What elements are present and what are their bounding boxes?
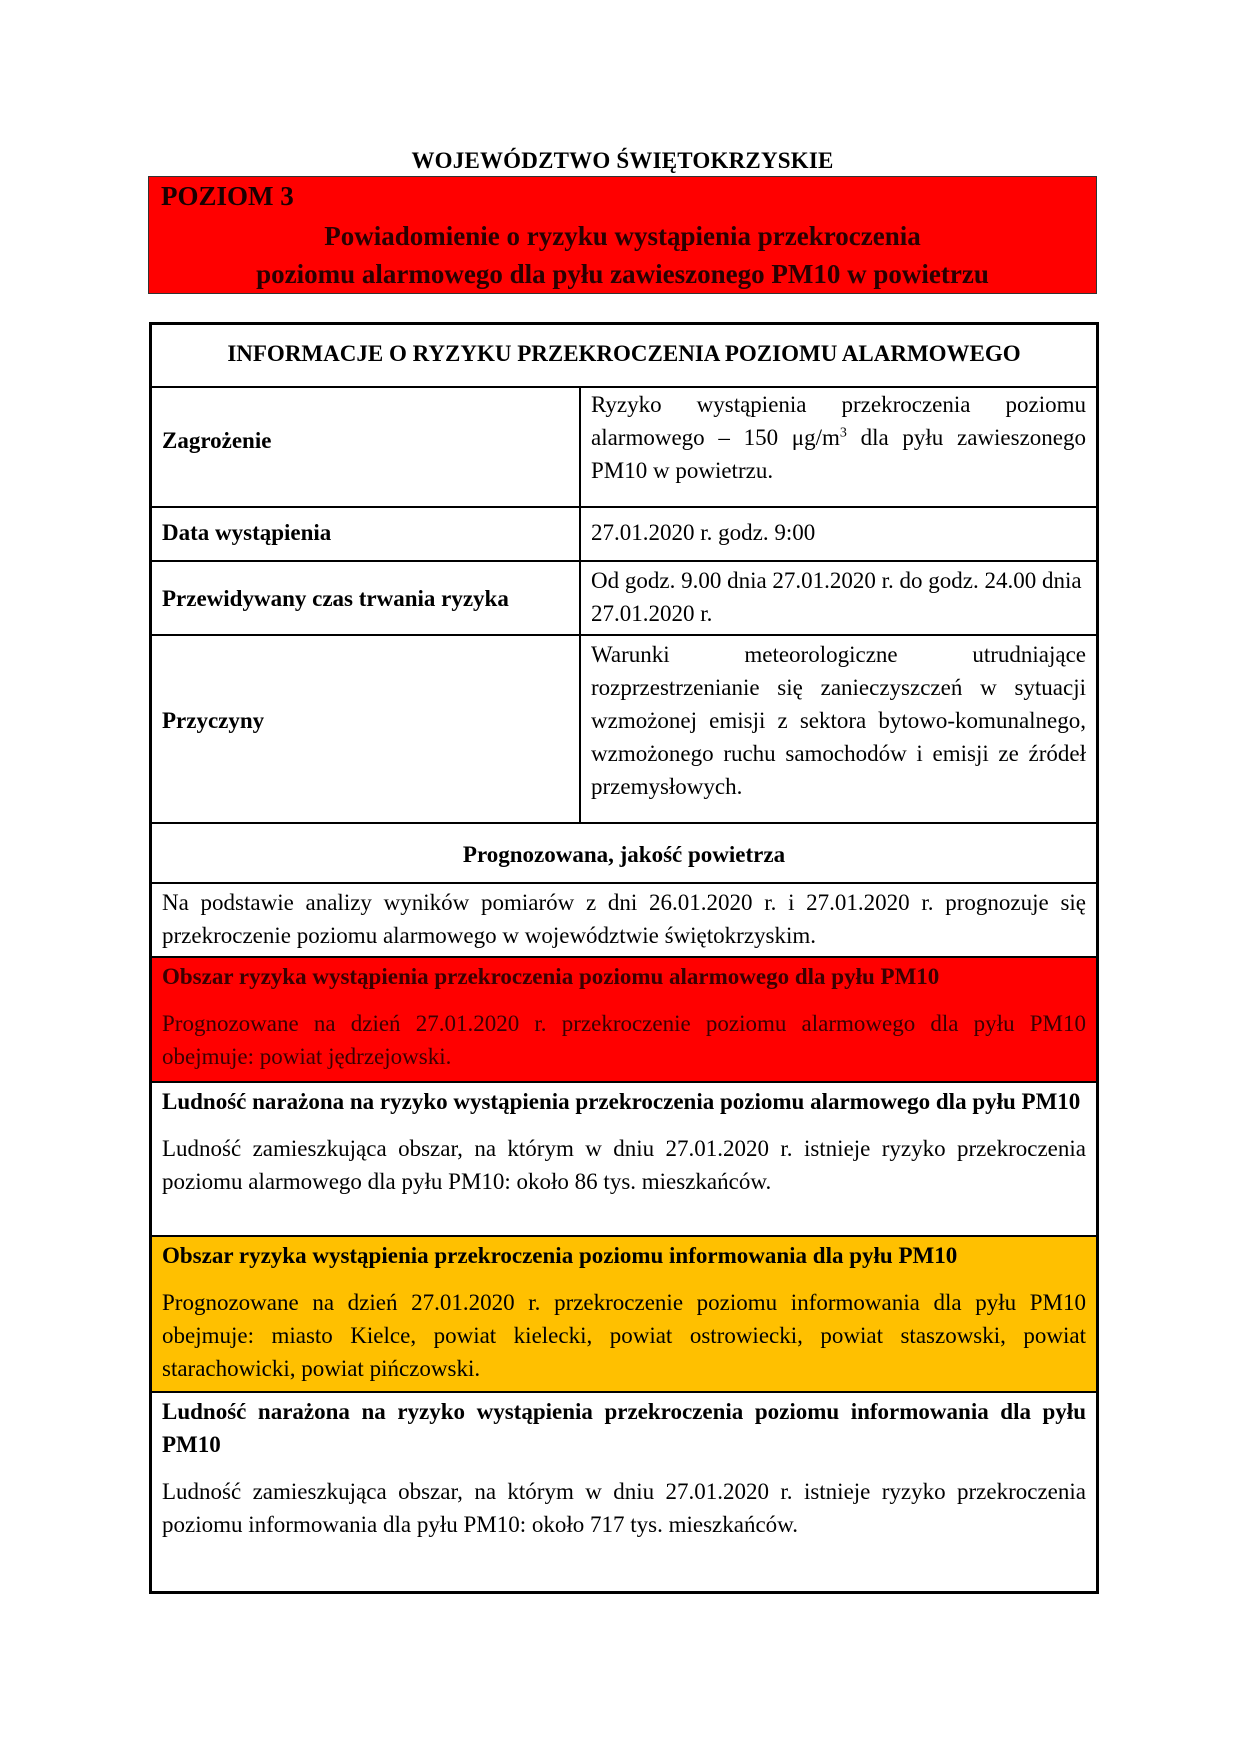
- threat-label: Zagrożenie: [162, 428, 272, 453]
- alarm-population-text: Ludność zamieszkująca obszar, na którym w dniu 27.01.2020 r. istnieje ryzyko przekroczenia poziomu alarmowego dla pyłu PM10: około 86 tys. mieszkańców.: [162, 1136, 1086, 1194]
- forecast-text: Na podstawie analizy wyników pomiarów z dni 26.01.2020 r. i 27.01.2020 r. prognozuje się przekroczenie poziomu alarmowego w województwie świętokrzyskim.: [162, 890, 1086, 948]
- causes-value: Warunki meteorologiczne utrudniające rozprzestrzenianie się zanieczyszczeń w sytuacji wzmożonej emisji z sektora bytowo-komunalnego, wzmożonego ruchu samochodów i emisji ze źródeł przemysłowych.: [591, 642, 1086, 799]
- info-area-heading: Obszar ryzyka wystąpienia przekroczenia poziomu informowania dla pyłu PM10: [162, 1243, 958, 1268]
- column-divider: [579, 388, 581, 822]
- causes-label: Przyczyny: [162, 708, 265, 733]
- date-value: 27.01.2020 r. godz. 9:00: [591, 520, 816, 545]
- threat-value: [581, 388, 1096, 506]
- level-title: [149, 217, 1096, 293]
- level-banner: [148, 176, 1097, 294]
- alarm-population-heading: Ludność narażona na ryzyko wystąpienia przekroczenia poziomu alarmowego dla pyłu PM10: [162, 1089, 1081, 1114]
- alarm-population-section: [152, 1083, 1096, 1235]
- duration-label: Przewidywany czas trwania ryzyka: [162, 586, 509, 611]
- risk-info-table: [149, 322, 1099, 1594]
- alarm-area-heading: Obszar ryzyka wystąpienia przekroczenia poziomu alarmowego dla pyłu PM10: [162, 964, 940, 989]
- info-area-text: Prognozowane na dzień 27.01.2020 r. przekroczenie poziomu informowania dla pyłu PM10 obejmuje: miasto Kielce, powiat kielecki, powiat ostrowiecki, powiat staszowski, powiat starachowicki, powiat pińczowski.: [162, 1290, 1086, 1381]
- info-population-heading: Ludność narażona na ryzyko wystąpienia przekroczenia poziomu informowania dla pyłu PM10: [162, 1399, 1086, 1457]
- info-area-section: [152, 1237, 1096, 1391]
- forecast-heading: Prognozowana, jakość powietrza: [462, 842, 786, 867]
- threat-value-text: Ryzyko wystąpienia przekroczenia poziomu alarmowego – 150 μg/m: [591, 392, 1086, 450]
- region-heading: WOJEWÓDZTWO ŚWIĘTOKRZYSKIE: [411, 148, 834, 173]
- alarm-area-section: [152, 958, 1096, 1081]
- level-title-line-1: Powiadomienie o ryzyku wystąpienia przekroczenia: [324, 221, 921, 251]
- level-title-line-2: poziomu alarmowego dla pyłu zawieszonego PM10 w powietrzu: [256, 259, 989, 289]
- info-population-text: Ludność zamieszkująca obszar, na którym w dniu 27.01.2020 r. istnieje ryzyko przekroczenia poziomu informowania dla pyłu PM10: około 717 tys. mieszkańców.: [162, 1479, 1086, 1537]
- duration-value: Od godz. 9.00 dnia 27.01.2020 r. do godz. 24.00 dnia 27.01.2020 r.: [591, 568, 1082, 626]
- alarm-area-text: Prognozowane na dzień 27.01.2020 r. przekroczenie poziomu alarmowego dla pyłu PM10 obejmuje: powiat jędrzejowski.: [162, 1011, 1086, 1069]
- info-population-section: [152, 1393, 1096, 1591]
- date-label: Data wystąpienia: [162, 520, 332, 545]
- level-label: POZIOM 3: [161, 181, 294, 211]
- threat-value-superscript: 3: [839, 425, 847, 441]
- table-header: INFORMACJE O RYZYKU PRZEKROCZENIA POZIOMU ALARMOWEGO: [227, 341, 1021, 366]
- threat-value-text-end: dla pyłu zawieszonego PM10 w powietrzu.: [591, 425, 1086, 483]
